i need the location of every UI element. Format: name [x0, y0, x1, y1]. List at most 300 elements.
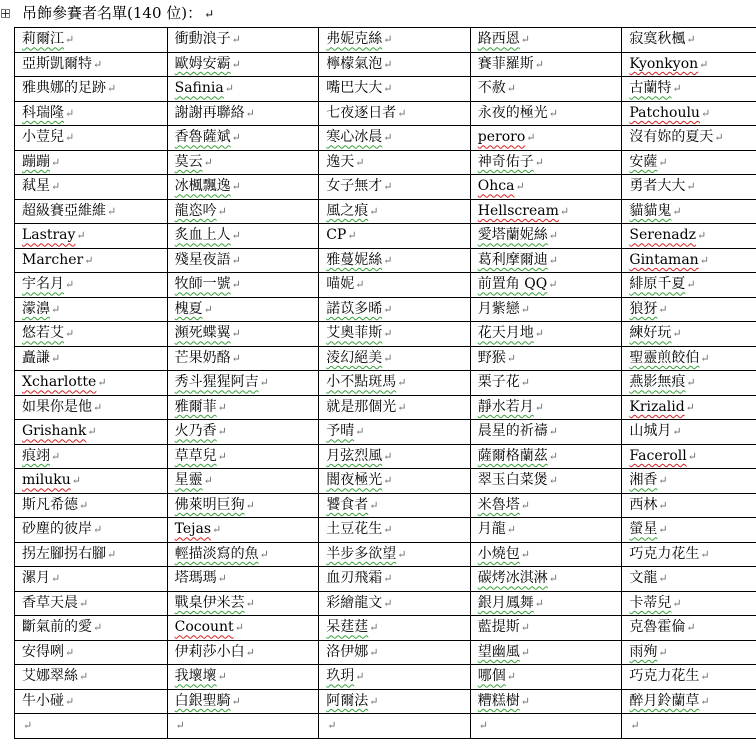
- table-cell[interactable]: [167, 567, 319, 592]
- table-cell[interactable]: [167, 444, 319, 469]
- table-cell[interactable]: [470, 28, 622, 53]
- table-cell[interactable]: [319, 346, 471, 371]
- paragraph-mark-icon: ↵: [51, 155, 61, 169]
- table-cell[interactable]: [15, 273, 168, 298]
- participant-name: 賽菲羅斯: [477, 55, 534, 72]
- table-cell[interactable]: [319, 322, 471, 347]
- table-cell[interactable]: [15, 469, 168, 494]
- table-cell[interactable]: [167, 493, 319, 518]
- paragraph-mark-icon: ↵: [714, 131, 724, 145]
- table-cell[interactable]: [622, 322, 756, 347]
- participant-name: 巧克力花生: [629, 668, 700, 685]
- table-cell[interactable]: [319, 52, 471, 77]
- table-cell[interactable]: [622, 493, 756, 518]
- table-cell[interactable]: [470, 714, 622, 739]
- participant-name: 西林: [629, 496, 658, 513]
- table-cell[interactable]: [167, 248, 319, 273]
- table-cell[interactable]: [622, 591, 756, 616]
- table-cell[interactable]: [167, 224, 319, 249]
- paragraph-mark-icon: ↵: [217, 449, 227, 463]
- paragraph-mark-icon: ↵: [231, 253, 241, 267]
- table-row: [15, 714, 756, 739]
- participant-name: 伊莉莎小白: [174, 643, 245, 660]
- participant-name: 痕翊: [22, 447, 50, 464]
- participant-name: 藍提斯: [477, 619, 520, 636]
- participant-name: 斯凡希德: [22, 496, 78, 513]
- table-cell[interactable]: [470, 395, 622, 420]
- table-cell[interactable]: [470, 493, 622, 518]
- paragraph-mark-icon: ↵: [534, 400, 545, 414]
- participant-name: 永夜的極光: [477, 104, 548, 121]
- participant-name: 衝動浪子: [174, 31, 231, 48]
- table-cell[interactable]: [319, 101, 471, 126]
- participant-name: 艾奧菲斯: [326, 325, 383, 342]
- table-cell[interactable]: [15, 248, 168, 273]
- participant-name: 月紫戀: [477, 300, 520, 317]
- table-cell[interactable]: [167, 28, 319, 53]
- table-cell[interactable]: [319, 28, 471, 53]
- table-cell[interactable]: [15, 420, 168, 445]
- participant-name: 安得咧: [22, 643, 64, 660]
- paragraph-mark-icon: ↵: [534, 327, 545, 341]
- participant-name: 蹦蹦: [22, 153, 50, 170]
- paragraph-mark-icon: ↵: [700, 106, 711, 120]
- table-cell[interactable]: [15, 175, 168, 200]
- participant-name: Tejas: [174, 521, 212, 538]
- table-cell[interactable]: [622, 346, 756, 371]
- table-cell[interactable]: [622, 518, 756, 543]
- participant-name: 濛濞: [22, 300, 50, 317]
- participant-name: 芒果奶酪: [174, 349, 231, 366]
- paragraph-mark-icon: ↵: [245, 596, 255, 610]
- paragraph-mark-icon: ↵: [520, 547, 531, 561]
- table-row: [15, 150, 756, 175]
- paragraph-mark-icon: ↵: [217, 425, 227, 439]
- table-cell[interactable]: [470, 616, 622, 641]
- table-row: [15, 542, 756, 567]
- table-cell[interactable]: [470, 689, 622, 714]
- participant-name: 雨殉: [629, 643, 658, 660]
- paragraph-mark-icon: ↵: [369, 645, 379, 659]
- table-cell[interactable]: [319, 150, 471, 175]
- table-cell[interactable]: [622, 395, 756, 420]
- table-cell[interactable]: [622, 248, 756, 273]
- table-cell[interactable]: [15, 444, 168, 469]
- table-cell[interactable]: [319, 665, 471, 690]
- paragraph-mark-icon: ↵: [355, 425, 365, 439]
- participant-name: 我壞壞: [174, 668, 217, 685]
- table-cell[interactable]: [167, 175, 319, 200]
- table-cell[interactable]: [470, 224, 622, 249]
- paragraph-mark-icon: ↵: [397, 376, 407, 390]
- participant-name: 殘星夜語: [174, 251, 231, 268]
- paragraph-mark-icon: ↵: [79, 498, 89, 512]
- table-cell[interactable]: [622, 52, 756, 77]
- table-cell[interactable]: [319, 297, 471, 322]
- table-cell[interactable]: [622, 77, 756, 102]
- paragraph-mark-icon: ↵: [347, 229, 357, 243]
- table-cell[interactable]: [15, 199, 168, 224]
- participant-name: 香草天晨: [22, 594, 78, 611]
- table-cell[interactable]: [470, 175, 622, 200]
- participant-name: 佛萊明巨狗: [174, 496, 245, 513]
- paragraph-mark-icon: ↵: [672, 82, 682, 96]
- table-cell[interactable]: [622, 199, 756, 224]
- paragraph-mark-icon: ↵: [65, 131, 75, 145]
- participant-name: 艾娜翠絲: [22, 668, 78, 685]
- table-cell[interactable]: [622, 665, 756, 690]
- paragraph-mark-icon: ↵: [231, 180, 241, 194]
- table-cell[interactable]: [622, 567, 756, 592]
- table-cell[interactable]: [470, 52, 622, 77]
- table-cell[interactable]: [319, 640, 471, 665]
- paragraph-mark-icon: ↵: [234, 621, 244, 635]
- table-cell[interactable]: [167, 616, 319, 641]
- participant-name: Cocount: [174, 619, 234, 636]
- table-cell[interactable]: [622, 714, 756, 739]
- table-cell[interactable]: [15, 591, 168, 616]
- table-cell[interactable]: [167, 297, 319, 322]
- paragraph-mark-icon: ↵: [548, 253, 559, 267]
- table-cell[interactable]: [319, 273, 471, 298]
- table-cell[interactable]: [167, 273, 319, 298]
- table-cell[interactable]: [319, 77, 471, 102]
- table-cell[interactable]: [167, 420, 319, 445]
- table-cell[interactable]: [470, 444, 622, 469]
- table-cell[interactable]: [319, 224, 471, 249]
- paragraph-mark-icon: ↵: [686, 621, 696, 635]
- participant-name: Kyonkyon: [629, 55, 699, 72]
- table-cell[interactable]: [167, 689, 319, 714]
- table-row: [15, 346, 756, 371]
- participant-name: 科瑞隆: [22, 104, 64, 121]
- table-cell[interactable]: [319, 371, 471, 396]
- paragraph-mark-icon: ↵: [76, 229, 86, 243]
- table-row: [15, 273, 756, 298]
- table-cell[interactable]: [319, 395, 471, 420]
- paragraph-mark-icon: ↵: [383, 596, 393, 610]
- participant-name: 寒心冰晨: [326, 129, 383, 146]
- paragraph-mark-icon: ↵: [383, 449, 393, 463]
- participant-name: 謝謝再聯絡: [174, 104, 245, 121]
- table-cell[interactable]: [15, 52, 168, 77]
- table-row: [15, 52, 756, 77]
- participant-table: [14, 27, 756, 739]
- table-cell[interactable]: [319, 616, 471, 641]
- paragraph-mark-icon: ↵: [520, 33, 531, 47]
- paragraph-mark-icon: ↵: [658, 474, 668, 488]
- participant-name: 月弦烈風: [326, 447, 383, 464]
- table-cell[interactable]: [622, 640, 756, 665]
- paragraph-mark-icon: ↵: [71, 474, 81, 488]
- table-cell[interactable]: [622, 689, 756, 714]
- table-cell[interactable]: [167, 714, 319, 739]
- participant-name: 炙血上人: [174, 227, 231, 244]
- table-cell[interactable]: [15, 542, 168, 567]
- table-cell[interactable]: [470, 101, 622, 126]
- paragraph-mark-icon: ↵: [369, 204, 379, 218]
- table-cell[interactable]: [622, 224, 756, 249]
- table-cell[interactable]: [622, 542, 756, 567]
- table-cell[interactable]: [167, 101, 319, 126]
- participant-name: CP: [326, 227, 347, 244]
- table-row: [15, 371, 756, 396]
- table-cell[interactable]: [622, 616, 756, 641]
- participant-name: 秀斗猩猩阿吉: [174, 374, 259, 391]
- table-cell[interactable]: [15, 567, 168, 592]
- paragraph-mark-icon: ↵: [203, 155, 213, 169]
- paragraph-mark-icon: ↵: [212, 523, 222, 537]
- paragraph-mark-icon: ↵: [548, 425, 559, 439]
- participant-name: 牧師一號: [174, 276, 231, 293]
- table-cell[interactable]: [167, 518, 319, 543]
- participant-name: 嘴巴大大: [326, 80, 383, 97]
- table-cell[interactable]: [167, 469, 319, 494]
- table-cell[interactable]: [622, 297, 756, 322]
- table-cell[interactable]: [622, 126, 756, 151]
- paragraph-mark-icon: ↵: [369, 498, 379, 512]
- paragraph-mark-icon: ↵: [696, 229, 707, 243]
- table-cell[interactable]: [319, 420, 471, 445]
- table-cell[interactable]: [167, 77, 319, 102]
- participant-name: 前置角 QQ: [477, 276, 548, 293]
- table-row: [15, 297, 756, 322]
- table-cell[interactable]: [15, 518, 168, 543]
- table-cell[interactable]: [15, 126, 168, 151]
- table-row: [15, 493, 756, 518]
- participant-name: 勇者大大: [629, 178, 686, 195]
- participant-name: 靜水若月: [477, 398, 534, 415]
- table-cell[interactable]: [470, 273, 622, 298]
- table-cell[interactable]: [622, 101, 756, 126]
- paragraph-mark-icon: ↵: [520, 302, 531, 316]
- table-row: [15, 469, 756, 494]
- table-cell[interactable]: [470, 665, 622, 690]
- paragraph-mark-icon: ↵: [515, 180, 525, 194]
- table-cell[interactable]: [167, 591, 319, 616]
- paragraph-mark-icon: ↵: [658, 302, 668, 316]
- participant-name: 斷氣前的愛: [22, 619, 92, 636]
- table-cell[interactable]: [15, 714, 168, 739]
- table-cell[interactable]: [167, 150, 319, 175]
- participant-name: 醉月鈴蘭草: [629, 692, 700, 709]
- participant-name: 寂寞秋楓: [629, 31, 686, 48]
- participant-name: 山城月: [629, 423, 672, 440]
- participant-name: 月龍: [477, 521, 506, 538]
- table-cell[interactable]: [167, 126, 319, 151]
- participant-name: 古蘭特: [629, 80, 672, 97]
- paragraph-mark-icon: ↵: [658, 645, 668, 659]
- participant-name: 望幽風: [477, 643, 520, 660]
- table-cell[interactable]: [470, 126, 622, 151]
- table-cell[interactable]: [167, 371, 319, 396]
- participant-name: 碳烤冰淇淋: [477, 570, 548, 587]
- participant-name: 安薩: [629, 153, 658, 170]
- paragraph-mark-icon: ↵: [526, 131, 536, 145]
- paragraph-mark-icon: ↵: [383, 327, 393, 341]
- participant-name: 饕食者: [326, 496, 369, 513]
- table-cell[interactable]: [470, 420, 622, 445]
- table-cell[interactable]: [470, 518, 622, 543]
- paragraph-mark-icon: ↵: [559, 204, 570, 218]
- paragraph-mark-icon: ↵: [672, 425, 682, 439]
- table-cell[interactable]: [470, 640, 622, 665]
- table-cell[interactable]: [167, 199, 319, 224]
- participant-name: 雅爾菲: [174, 398, 217, 415]
- participant-name: 薩爾格蘭茲: [477, 447, 548, 464]
- paragraph-mark-icon: ↵: [93, 621, 103, 635]
- table-cell[interactable]: [470, 199, 622, 224]
- table-cell[interactable]: [15, 224, 168, 249]
- table-cell[interactable]: [15, 101, 168, 126]
- table-cell[interactable]: [319, 248, 471, 273]
- title-text: 吊飾參賽者名單(140 位)：: [22, 4, 203, 22]
- table-cell[interactable]: [167, 346, 319, 371]
- paragraph-mark-icon: ↵: [383, 523, 393, 537]
- table-row: [15, 101, 756, 126]
- table-row: [15, 420, 756, 445]
- participant-name: 弒星: [22, 178, 50, 195]
- participant-name: 糟糕樹: [477, 692, 520, 709]
- table-cell[interactable]: [319, 444, 471, 469]
- table-cell[interactable]: [622, 469, 756, 494]
- table-cell[interactable]: [15, 322, 168, 347]
- paragraph-mark-icon: ↵: [93, 523, 103, 537]
- table-cell[interactable]: [167, 665, 319, 690]
- participant-name: 文龍: [629, 570, 658, 587]
- participant-name: 闇夜極光: [326, 472, 383, 489]
- table-cell[interactable]: [15, 616, 168, 641]
- paragraph-mark-icon: ↵: [51, 180, 61, 194]
- table-cell[interactable]: [15, 640, 168, 665]
- participant-name: 香魯薩斌: [174, 129, 231, 146]
- table-cell[interactable]: [622, 273, 756, 298]
- table-cell[interactable]: [470, 150, 622, 175]
- paragraph-mark-icon: ↵: [203, 474, 213, 488]
- table-cell[interactable]: [319, 175, 471, 200]
- participant-name: 克魯霍倫: [629, 619, 686, 636]
- paragraph-mark-icon: ↵: [245, 106, 255, 120]
- participant-name: 路西恩: [477, 31, 520, 48]
- table-cell[interactable]: [15, 77, 168, 102]
- table-cell[interactable]: [15, 371, 168, 396]
- table-cell[interactable]: [622, 28, 756, 53]
- participant-name: Serenadz: [629, 227, 696, 244]
- table-cell[interactable]: [15, 395, 168, 420]
- table-cell[interactable]: [622, 175, 756, 200]
- participant-name: 血刃飛霜: [326, 570, 383, 587]
- table-cell[interactable]: [470, 248, 622, 273]
- table-move-handle-icon[interactable]: [1, 9, 10, 18]
- table-cell[interactable]: [167, 52, 319, 77]
- table-cell[interactable]: [470, 297, 622, 322]
- table-row: [15, 689, 756, 714]
- table-cell[interactable]: [470, 77, 622, 102]
- table-cell[interactable]: [470, 567, 622, 592]
- table-cell[interactable]: [167, 322, 319, 347]
- table-cell[interactable]: [470, 346, 622, 371]
- table-cell[interactable]: [622, 371, 756, 396]
- table-cell[interactable]: [470, 591, 622, 616]
- paragraph-mark-icon: ↵: [383, 351, 393, 365]
- table-cell[interactable]: [319, 518, 471, 543]
- participant-name: 雅典娜的足跡: [22, 80, 106, 97]
- paragraph-mark-icon: ↵: [383, 131, 393, 145]
- table-cell[interactable]: [319, 591, 471, 616]
- paragraph-mark-icon: ↵: [327, 719, 337, 733]
- paragraph-mark-icon: ↵: [478, 719, 489, 733]
- table-cell[interactable]: [15, 493, 168, 518]
- table-cell[interactable]: [319, 714, 471, 739]
- paragraph-mark-icon: ↵: [65, 278, 75, 292]
- paragraph-mark-icon: ↵: [700, 547, 710, 561]
- table-cell[interactable]: [319, 493, 471, 518]
- table-cell[interactable]: [470, 469, 622, 494]
- table-cell[interactable]: [622, 150, 756, 175]
- table-cell[interactable]: [167, 395, 319, 420]
- paragraph-mark-icon: ↵: [51, 572, 61, 586]
- table-cell[interactable]: [15, 28, 168, 53]
- participant-name: Hellscream: [477, 202, 559, 219]
- table-cell[interactable]: [15, 297, 168, 322]
- table-cell[interactable]: [470, 542, 622, 567]
- table-cell[interactable]: [319, 567, 471, 592]
- table-cell[interactable]: [319, 199, 471, 224]
- table-cell[interactable]: [470, 371, 622, 396]
- paragraph-mark-icon: ↵: [506, 523, 517, 537]
- paragraph-mark-icon: ↵: [700, 351, 710, 365]
- table-cell[interactable]: [15, 689, 168, 714]
- participant-name: 聖靈煎餃伯: [629, 349, 700, 366]
- table-cell[interactable]: [15, 346, 168, 371]
- table-cell[interactable]: [622, 444, 756, 469]
- paragraph-mark-icon: ↵: [548, 106, 559, 120]
- participant-name: 玖玥: [326, 668, 355, 685]
- paragraph-mark-icon: ↵: [534, 155, 545, 169]
- paragraph-mark-icon: ↵: [658, 155, 668, 169]
- paragraph-mark-icon: ↵: [658, 498, 668, 512]
- participant-name: 龍恣吟: [174, 202, 217, 219]
- table-cell[interactable]: [319, 542, 471, 567]
- table-cell[interactable]: [470, 322, 622, 347]
- table-cell[interactable]: [319, 689, 471, 714]
- paragraph-mark-icon: ↵: [685, 400, 695, 414]
- table-cell[interactable]: [622, 420, 756, 445]
- paragraph-mark-icon: ↵: [383, 82, 393, 96]
- table-cell[interactable]: [15, 150, 168, 175]
- paragraph-mark-icon: ↵: [65, 33, 75, 47]
- participant-name: 戰臬伊米芸: [174, 594, 245, 611]
- paragraph-mark-icon: ↵: [369, 694, 379, 708]
- participant-name: 冰楓飄逸: [174, 178, 231, 195]
- paragraph-mark-icon: ↵: [383, 253, 393, 267]
- participant-name: 悠若艾: [22, 325, 64, 342]
- table-cell[interactable]: [319, 469, 471, 494]
- participant-name: 練好玩: [629, 325, 672, 342]
- paragraph-mark-icon: ↵: [548, 278, 558, 292]
- table-cell[interactable]: [167, 542, 319, 567]
- participant-name: 予晴: [326, 423, 355, 440]
- participant-name: 逸天: [326, 153, 355, 170]
- paragraph-mark-icon: ↵: [672, 596, 682, 610]
- page-title: [22, 2, 214, 24]
- participant-name: 星靈: [174, 472, 203, 489]
- table-cell[interactable]: [167, 640, 319, 665]
- table-cell[interactable]: [319, 126, 471, 151]
- table-cell[interactable]: [15, 665, 168, 690]
- paragraph-mark-icon: ↵: [658, 572, 668, 586]
- participant-name: 貓貓鬼: [629, 202, 672, 219]
